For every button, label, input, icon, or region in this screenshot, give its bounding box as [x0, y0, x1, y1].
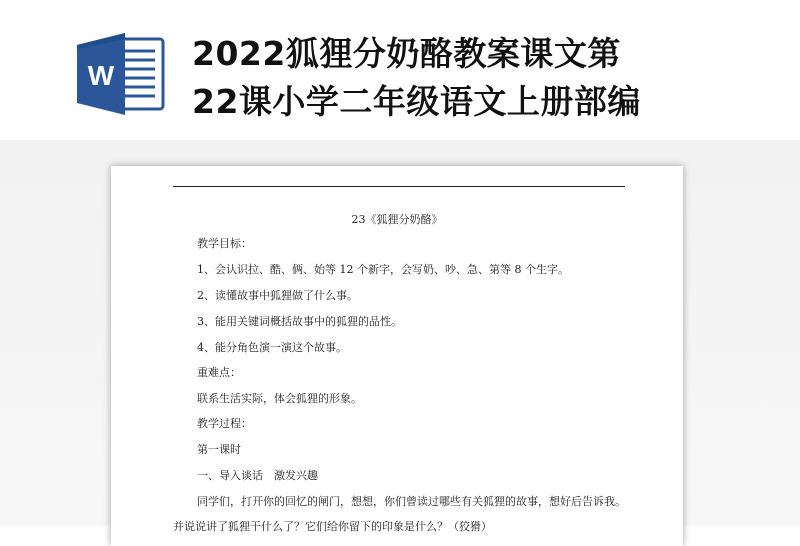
objective-2: 2、读懂故事中狐狸做了什么事。 — [197, 289, 358, 302]
document-page — [111, 166, 683, 546]
objective-4: 4、能分角色演一演这个故事。 — [197, 341, 347, 354]
word-document-icon — [77, 33, 165, 115]
key-difficulty-text: 联系生活实际，体会狐狸的形象。 — [197, 392, 362, 405]
word-icon-letter: W — [87, 60, 115, 91]
objective-1: 1、会认识拉、酷、俩、始等 12 个新字，会写奶、吵、急、第等 8 个生字。 — [197, 263, 569, 276]
process-heading: 教学过程： — [197, 417, 252, 430]
objective-3: 3、能用关键词概括故事中的狐狸的品性。 — [197, 315, 402, 328]
page-header-rule — [173, 186, 625, 187]
page-title — [192, 30, 782, 126]
header — [0, 0, 800, 140]
first-lesson-heading: 第一课时 — [197, 443, 241, 456]
document-title: 23《狐狸分奶酪》 — [351, 213, 443, 226]
objectives-heading: 教学目标： — [197, 237, 252, 250]
paragraph-2: 并说说讲了狐狸干什么了？它们给你留下的印象是什么？（狡猾） — [173, 520, 492, 533]
section-heading-1: 一、导入谈话 激发兴趣 — [197, 469, 318, 482]
title-line-1: 2022狐狸分奶酪教案课文第 — [192, 34, 621, 73]
paragraph-1: 同学们，打开你的回忆的闸门，想想，你们曾读过哪些有关狐狸的故事，想好后告诉我。 — [197, 495, 626, 508]
key-difficulty-heading: 重难点： — [197, 366, 241, 379]
title-line-2: 22课小学二年级语文上册部编 — [192, 82, 641, 121]
